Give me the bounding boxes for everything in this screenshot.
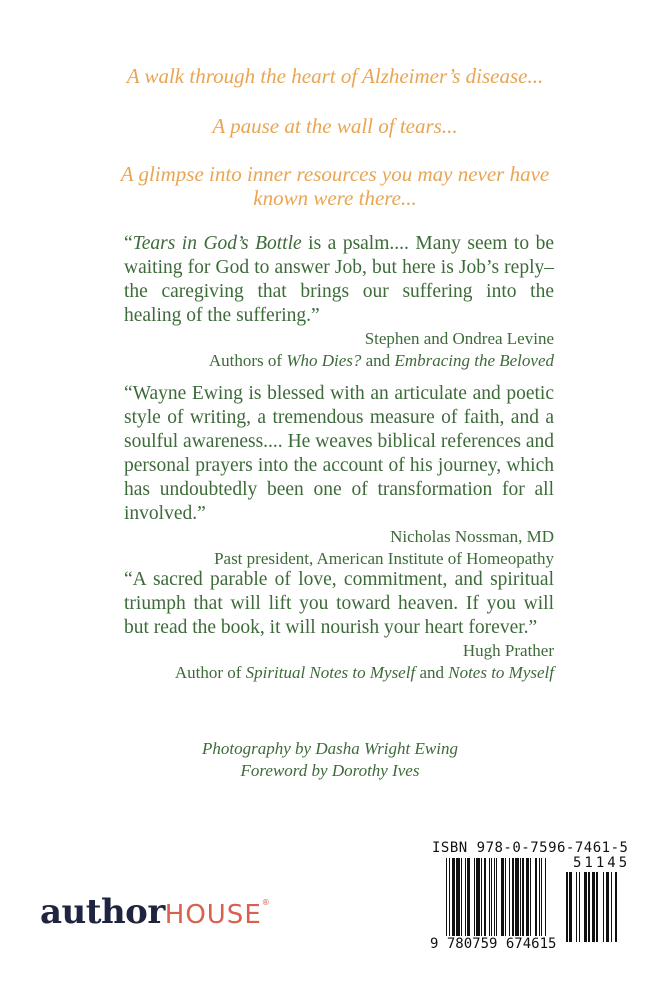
addon-number: 51145 [573, 855, 631, 871]
barcode-bar [484, 858, 487, 942]
logo-author-text: author [40, 892, 165, 932]
barcode-bar [452, 858, 455, 942]
endorsement-text: “A sacred parable of love, commitment, and spiritual triumph that will lift you toward heaven. If you will but read the book, it will nourish your heart forever.” [124, 569, 554, 638]
barcode-bar [461, 858, 462, 942]
endorser-credential: Authors of Who Dies? and Embracing the Beloved [208, 351, 554, 370]
barcode-bar [481, 858, 482, 942]
barcode-bar [522, 858, 523, 942]
logo-house-text: HOUSE [164, 900, 262, 930]
endorser-name: Stephen and Ondrea Levine [364, 329, 554, 348]
addon-bars [566, 872, 622, 942]
isbn-label: ISBN 978-0-7596-7461-5 [432, 840, 629, 856]
barcode-bar [467, 858, 470, 942]
endorsement-attribution [124, 640, 554, 684]
barcode-bar [456, 858, 460, 942]
endorsement-text: “Wayne Ewing is blessed with an articulate and poetic style of writing, a tremendous measure of faith, and a soulful awareness.... He weaves biblical references and personal prayers into the account of his journey, which has undoubtedly been one of transformation for all involved.” [124, 383, 554, 524]
barcode-bar [512, 858, 513, 942]
isbn-barcode [426, 838, 631, 958]
barcode-bar [530, 858, 531, 942]
ean-bars [446, 858, 556, 942]
barcode-bar [539, 858, 540, 942]
barcode-bar [491, 858, 492, 942]
barcode-bar [494, 858, 495, 942]
barcode-bar [476, 858, 480, 942]
tagline-3: A glimpse into inner resources you may never have known were there... [120, 162, 550, 210]
endorsement-prather [124, 568, 554, 684]
barcode-gap [617, 872, 619, 942]
barcode-bar [446, 858, 447, 942]
endorsement-attribution [124, 526, 554, 570]
barcode-bar [501, 858, 504, 942]
barcode-bar [489, 858, 490, 942]
barcode-bar [526, 858, 529, 942]
barcode-bar [545, 858, 546, 942]
barcode-bar [496, 858, 497, 942]
barcode-bar [541, 858, 542, 942]
photography-credit: Photography by Dasha Wright Ewing [202, 739, 458, 758]
endorsement-attribution [124, 328, 554, 372]
barcode-bar [509, 858, 510, 942]
barcode-bar [465, 858, 466, 942]
ean-number: 9 780759 674615 [430, 936, 557, 952]
publisher-logo [40, 892, 270, 932]
endorser-credential: Author of Spiritual Notes to Myself and Notes to Myself [174, 663, 554, 682]
barcode-bar [535, 858, 538, 942]
barcode-bar [449, 858, 450, 942]
foreword-credit: Foreword by Dorothy Ives [240, 761, 420, 780]
barcode-bar [515, 858, 519, 942]
book-credits [160, 738, 500, 782]
barcode-bar [474, 858, 475, 942]
tagline-1: A walk through the heart of Alzheimer’s disease... [126, 64, 544, 88]
registered-mark: ® [261, 898, 270, 907]
barcode-bar [520, 858, 521, 942]
barcode-bar [505, 858, 506, 942]
endorsement-text: “Tears in God’s Bottle is a psalm.... Many seem to be waiting for God to answer Job, but here is Job’s reply–the caregiving that brings our suffering into the healing of the suffering.” [124, 233, 555, 326]
tagline-2: A pause at the wall of tears... [212, 114, 458, 138]
endorser-name: Nicholas Nossman, MD [390, 527, 554, 546]
endorser-credential: Past president, American Institute of Homeopathy [214, 549, 554, 568]
endorsement-levine [124, 232, 554, 372]
endorsement-nossman [124, 382, 554, 570]
endorser-name: Hugh Prather [462, 641, 554, 660]
